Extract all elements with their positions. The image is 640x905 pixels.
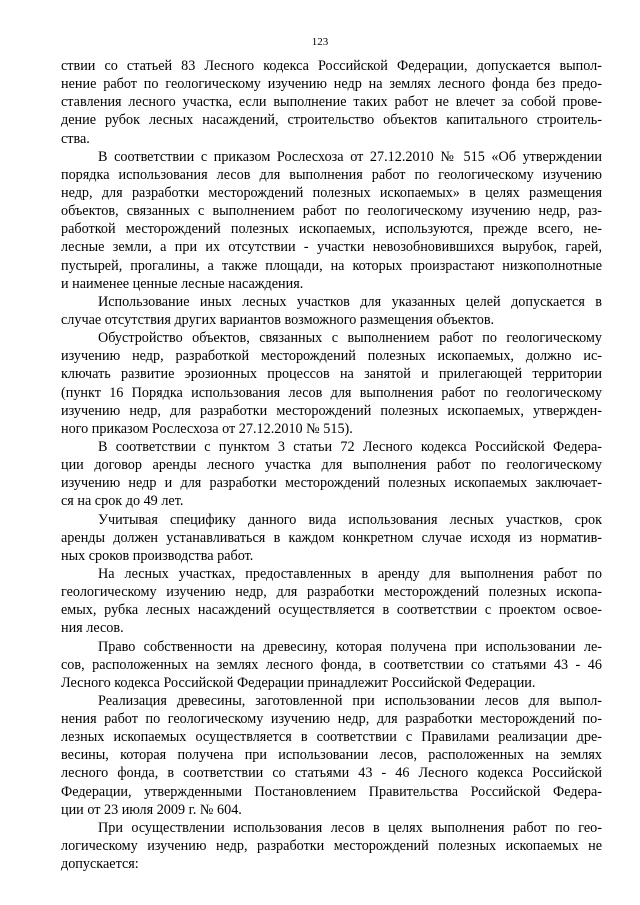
paragraph	[61, 511, 602, 565]
text-line: и наименее ценные лесные насаждения.	[61, 275, 304, 292]
document-body	[61, 57, 602, 873]
paragraph	[61, 438, 602, 511]
text-line: емых, рубка лесных насаждений осуществляется в соответствии с проектом освое-	[61, 602, 602, 619]
paragraph	[61, 57, 602, 148]
text-line: изучению недр, разработкой месторождений полезных ископаемых, должно ис-	[61, 348, 602, 365]
text-line: (пункт 16 Порядка использования лесов для выполнения работ по геологическому	[61, 384, 602, 401]
text-line: весины, которая получена при использовании лесов, расположенных на землях	[61, 747, 602, 764]
text-line: ции от 23 июля 2009 г. № 604.	[61, 801, 242, 818]
text-line: аренды должен устанавливаться в каждом конкретном случае исходя из норматив-	[61, 529, 602, 546]
text-line: Право собственности на древесину, которая получена при использовании ле-	[98, 638, 602, 655]
paragraph	[61, 692, 602, 819]
text-line: ствии со статьей 83 Лесного кодекса Российской Федерации, допускается выпол-	[61, 58, 602, 74]
text-line: геологическому изучению недр, для разработки месторождений полезных ископа-	[61, 584, 602, 601]
text-line: логическому изучению недр, разработки месторождений полезных ископаемых не	[61, 838, 602, 855]
text-line: дение рубок лесных насаждений, строительство объектов капитального строитель-	[61, 112, 602, 129]
text-line: Федерации, утвержденными Постановлением Правительства Российской Федера-	[61, 783, 602, 800]
text-line: лесные земли, а при их отсутствии - участки невозобновившихся вырубок, гарей,	[61, 239, 602, 256]
text-line: допускается:	[61, 856, 139, 873]
text-line: недр, для разработки месторождений полезных ископаемых» в целях размещения	[61, 184, 602, 201]
text-line: ных сроков производства работ.	[61, 547, 254, 564]
text-line: нения работ по геологическому изучению недр, для разработки месторождений по-	[61, 711, 602, 728]
text-line: пустырей, прогалины, а также площади, на которых произрастают низкополнотные	[61, 257, 602, 274]
paragraph	[61, 819, 602, 873]
text-line: ставления лесного участка, если выполнение таких работ не влечет за собой прове-	[61, 94, 602, 111]
paragraph	[61, 329, 602, 438]
paragraph	[61, 638, 602, 692]
text-line: В соответствии с пунктом 3 статьи 72 Лесного кодекса Российской Федера-	[98, 438, 602, 455]
text-line: Обустройство объектов, связанных с выполнением работ по геологическому	[98, 330, 602, 347]
text-line: При осуществлении использования лесов в целях выполнения работ по гео-	[98, 819, 602, 836]
text-line: На лесных участках, предоставленных в аренду для выполнения работ по	[98, 565, 602, 582]
text-line: ния лесов.	[61, 620, 124, 637]
text-line: работкой месторождений полезных ископаемых, используются, прежде всего, не-	[61, 221, 602, 238]
text-line: лесного фонда, в соответствии со статьями 43 - 46 Лесного кодекса Российской	[61, 765, 602, 782]
text-line: изучению недр и для разработки месторождений полезных ископаемых заключает-	[61, 475, 602, 492]
text-line: Реализация древесины, заготовленной при использовании лесов для выпол-	[98, 692, 602, 709]
text-line: В соответствии с приказом Рослесхоза от 27.12.2010 № 515 «Об утверждении	[98, 148, 602, 165]
text-line: порядка использования лесов для выполнения работ по геологическому изучению	[61, 166, 602, 183]
text-line: сов, расположенных на землях лесного фонда, в соответствии со статьями 43 - 46	[61, 656, 602, 673]
paragraph	[61, 148, 602, 293]
text-line: нение работ по геологическому изучению недр на землях лесного фонда без предо-	[61, 76, 602, 93]
text-line: ства.	[61, 130, 90, 147]
text-line: Учитывая специфику данного вида использования лесных участков, срок	[98, 511, 602, 528]
text-line: Использование иных лесных участков для указанных целей допускается в	[98, 293, 602, 310]
text-line: объектов, связанных с выполнением работ по геологическому изучению недр, раз-	[61, 203, 602, 220]
text-line: изучению недр, для разработки месторождений полезных ископаемых, утвержден-	[61, 402, 602, 419]
paragraph	[61, 565, 602, 638]
text-line: случае отсутствия других вариантов возможного размещения объектов.	[61, 311, 495, 328]
paragraph	[61, 293, 602, 329]
text-line: Лесного кодекса Российской Федерации принадлежит Российской Федерации.	[61, 674, 536, 691]
text-line: ся на срок до 49 лет.	[61, 493, 184, 510]
page-number: 123	[311, 36, 329, 48]
text-line: ного приказом Рослесхоза от 27.12.2010 № 515).	[61, 420, 353, 437]
text-line: лезных ископаемых осуществляется в соответствии с Правилами реализации дре-	[61, 729, 602, 746]
text-line: ции договор аренды лесного участка для выполнения работ по геологическому	[61, 457, 602, 474]
text-line: ключать развитие эрозионных процессов на занятой и прилегающей территории	[61, 366, 602, 383]
